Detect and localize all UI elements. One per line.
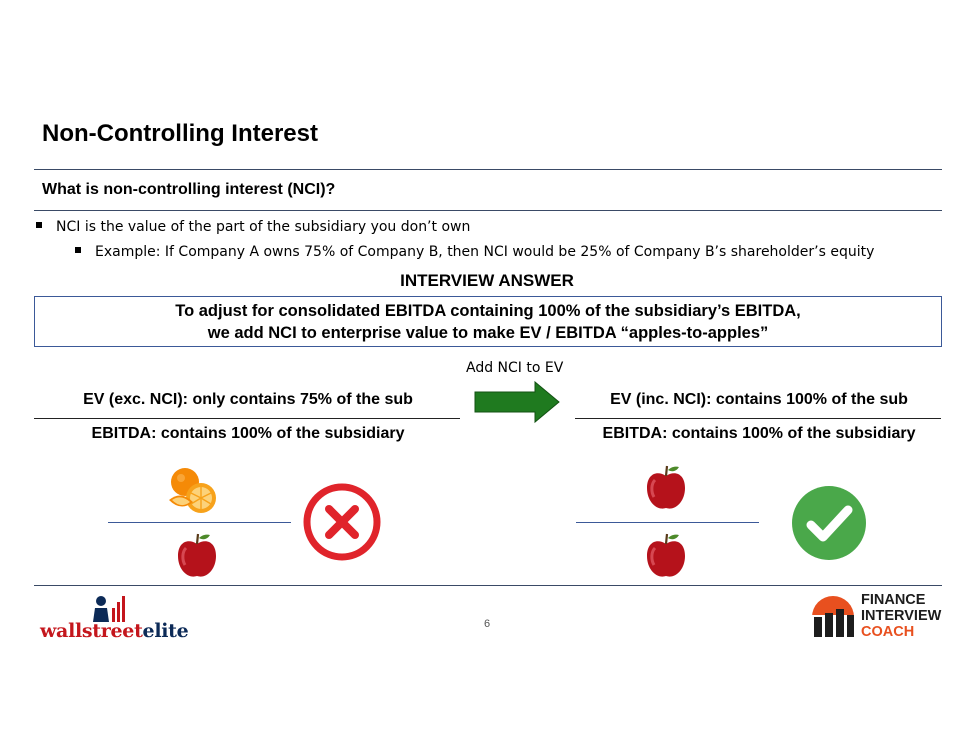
bullet-square-icon [36, 222, 42, 228]
page-number: 6 [484, 618, 491, 630]
logo-text-line: FINANCE [861, 592, 926, 608]
logo-text-line: COACH [861, 624, 915, 640]
list-item [36, 219, 470, 235]
wallstreetelite-logo-icon [92, 594, 126, 622]
right-numerator: EV (inc. NCI): contains 100% of the sub [610, 391, 908, 408]
left-illustration-bar [108, 522, 291, 523]
bullet-text: NCI is the value of the part of the subsidiary you don’t own [56, 219, 471, 235]
wallstreetelite-logo [40, 620, 188, 642]
orange-icon [165, 464, 221, 516]
left-denominator: EBITDA: contains 100% of the subsidiary [91, 425, 405, 442]
logo-text-part: wallstreet [40, 620, 143, 642]
logo-text-line: INTERVIEW [861, 608, 942, 624]
left-fraction-bar [34, 418, 460, 419]
question-divider [34, 210, 942, 211]
slide-title: Non-Controlling Interest [42, 120, 318, 147]
right-arrow-icon [473, 380, 561, 424]
right-illustration-bar [576, 522, 759, 523]
question-heading: What is non-controlling interest (NCI)? [42, 181, 336, 198]
finance-interview-coach-logo [861, 592, 941, 640]
checkmark-icon [791, 485, 867, 561]
answer-line: we add NCI to enterprise value to make EV / EBITDA “apples-to-apples” [207, 324, 769, 342]
bullet-square-icon [75, 247, 81, 253]
logo-text-part: elite [142, 620, 189, 642]
footer-divider [34, 585, 942, 586]
answer-box [34, 296, 942, 347]
apple-icon [645, 464, 687, 512]
finance-interview-coach-logo-icon [808, 593, 858, 639]
apple-icon [176, 532, 218, 580]
answer-heading: INTERVIEW ANSWER [400, 271, 574, 290]
answer-line: To adjust for consolidated EBITDA containing 100% of the subsidiary’s EBITDA, [175, 302, 801, 320]
title-divider [34, 169, 942, 170]
left-numerator: EV (exc. NCI): only contains 75% of the sub [83, 391, 413, 408]
bullet-text: Example: If Company A owns 75% of Company B, then NCI would be 25% of Company B’s shareholder’s equity [95, 244, 875, 260]
cross-icon [302, 482, 382, 562]
apple-icon [645, 532, 687, 580]
right-denominator: EBITDA: contains 100% of the subsidiary [602, 425, 916, 442]
right-fraction-bar [575, 418, 941, 419]
list-item [75, 244, 874, 260]
arrow-label: Add NCI to EV [466, 360, 564, 376]
